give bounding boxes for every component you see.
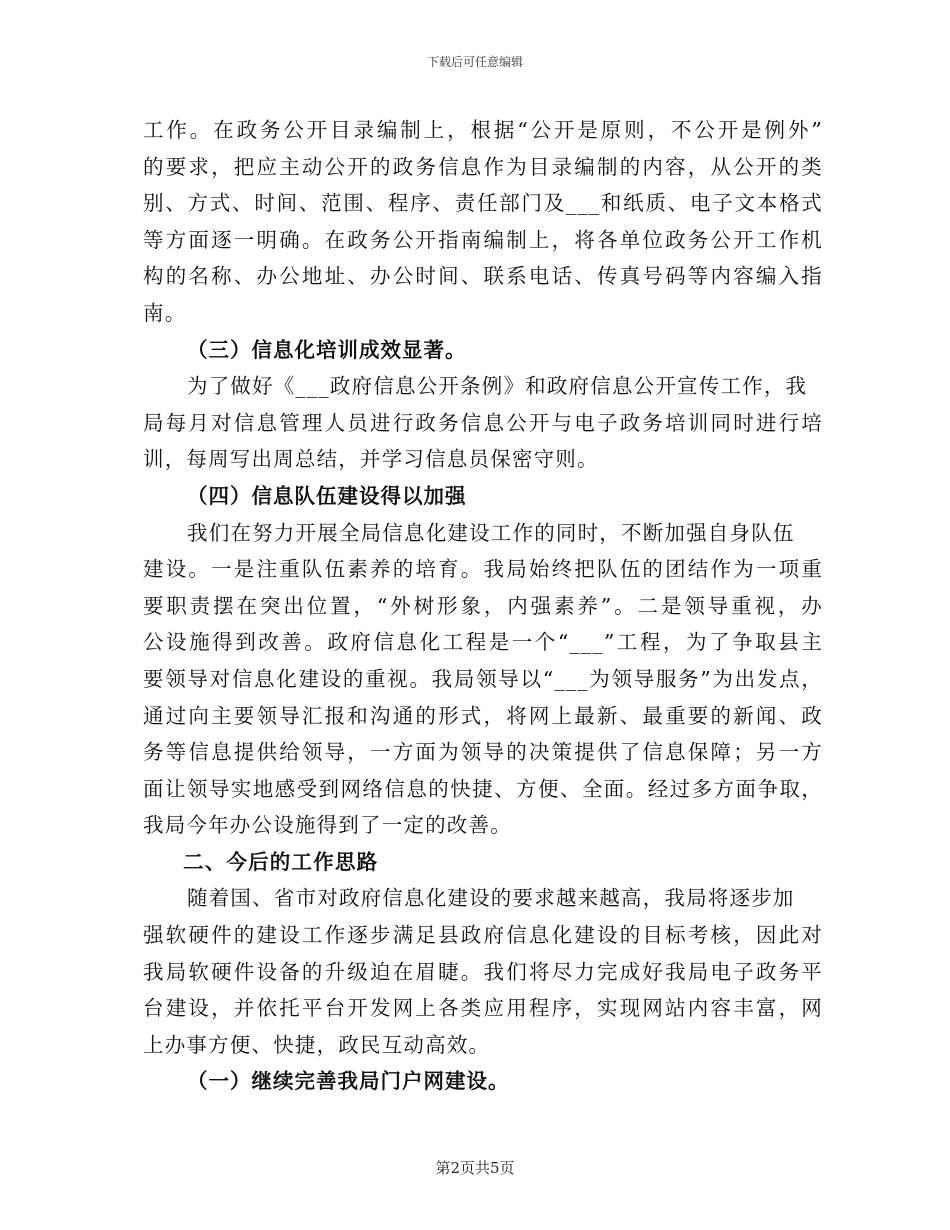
page-header-note: 下载后可任意编辑 — [426, 55, 523, 69]
body-line: 别、方式、时间、范围、程序、责任部门及___和纸质、电子文本格式 — [143, 191, 823, 216]
body-line: 构的名称、办公地址、办公时间、联系电话、传真号码等内容编入指 — [143, 264, 823, 289]
section-heading-two: 二、今后的工作思路 — [183, 849, 379, 874]
body-line: 公设施得到改善。政府信息化工程是一个“___”工程，为了争取县主 — [143, 630, 823, 655]
section-heading-3: （三）信息化培训成效显著。 — [187, 337, 467, 362]
body-line: 上办事方便、快捷，政民互动高效。 — [143, 1032, 491, 1057]
paragraph-first-line: 我们在努力开展全局信息化建设工作的同时，不断加强自身队伍 — [187, 520, 795, 545]
body-line: 训，每周写出周总结，并学习信息员保密守则。 — [143, 447, 599, 472]
body-line: 我局今年办公设施得到了一定的改善。 — [143, 813, 512, 838]
body-line: 台建设，并依托平台开发网上各类应用程序，实现网站内容丰富，网 — [143, 996, 823, 1021]
body-line: 务等信息提供给领导，一方面为领导的决策提供了信息保障；另一方 — [143, 740, 823, 765]
page-number-footer: 第2页共5页 — [435, 1159, 515, 1177]
body-line: 我局软硬件设备的升级迫在眉睫。我们将尽力完成好我局电子政务平 — [143, 959, 823, 984]
body-line: 建设。一是注重队伍素养的培育。我局始终把队伍的团结作为一项重 — [143, 557, 823, 582]
paragraph-first-line: 随着国、省市对政府信息化建设的要求越来越高，我局将逐步加 — [187, 886, 795, 911]
body-line: 南。 — [143, 300, 187, 325]
section-heading-1: （一）继续完善我局门户网建设。 — [187, 1069, 510, 1094]
body-line: 要领导对信息化建设的重视。我局领导以“___为领导服务”为出发点， — [143, 666, 823, 691]
body-line: 等方面逐一明确。在政务公开指南编制上，将各单位政务公开工作机 — [143, 227, 823, 252]
body-line: 通过向主要领导汇报和沟通的形式，将网上最新、最重要的新闻、政 — [143, 703, 823, 728]
body-line: 的要求，把应主动公开的政务信息作为目录编制的内容，从公开的类 — [143, 154, 823, 179]
section-heading-4: （四）信息队伍建设得以加强 — [187, 483, 467, 508]
body-line: 局每月对信息管理人员进行政务信息公开与电子政务培训同时进行培 — [143, 410, 823, 435]
body-line: 要职责摆在突出位置，“外树形象，内强素养”。二是领导重视，办 — [143, 593, 823, 618]
body-line: 强软硬件的建设工作逐步满足县政府信息化建设的目标考核，因此对 — [143, 923, 823, 948]
body-line: 工作。在政务公开目录编制上，根据“公开是原则，不公开是例外” — [143, 118, 823, 142]
body-line: 面让领导实地感受到网络信息的快捷、方便、全面。经过多方面争取， — [143, 776, 823, 801]
paragraph-first-line: 为了做好《___政府信息公开条例》和政府信息公开宣传工作，我 — [187, 374, 808, 399]
document-body — [143, 112, 823, 1100]
